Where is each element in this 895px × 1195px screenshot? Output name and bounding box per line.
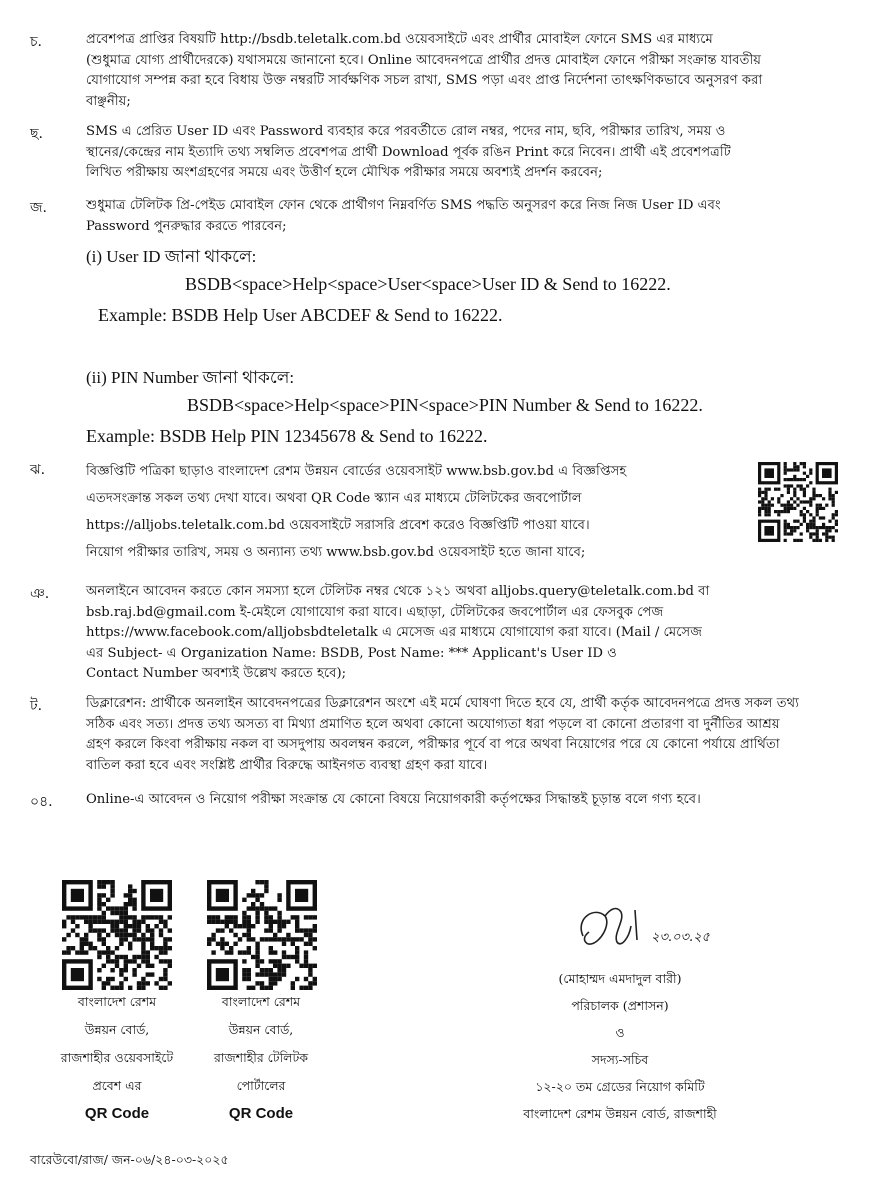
item-line: লিখিত পরীক্ষায় অংশগ্রহণের সময়ে এবং উত্তীর্ণ হলে মৌখিক পরীক্ষার সময়ে অবশ্যই প্রদর্শন করবেন; <box>86 165 603 180</box>
item-body <box>86 582 875 685</box>
item-line: সঠিক এবং সত্য। প্রদত্ত তথ্য অসত্য বা মিথ্যা প্রমাণিত হলে অথবা কোনো অযোগ্যতা ধরা পড়লে বা কোনো প্রতারণা বা দুর্নীতির আশ্রয় <box>86 716 780 732</box>
caption-line: রাজশাহীর টেলিটক <box>213 1050 309 1065</box>
item-body <box>86 694 875 776</box>
signer-and: ও <box>615 1025 625 1040</box>
item-line: Contact Number অবশ্যই উল্লেখ করতে হবে); <box>86 666 347 681</box>
item-marker: ছ. <box>30 126 43 142</box>
pin-sms-format: BSDB<space>Help<space>PIN<space>PIN Number & Send to 16222. <box>187 395 703 415</box>
qr-label: QR Code <box>228 1105 294 1122</box>
item-body <box>86 790 875 811</box>
item-line: গ্রহণ করলে কিংবা পরীক্ষায় নকল বা অসদুপায় অবলম্বন করলে, পরীক্ষার পূর্বে বা পরে অথবা নিয়োগের পরে যে কোনো পর্যায়ে প্রার্থিতা <box>86 737 780 752</box>
item-line: (শুধুমাত্র যোগ্য প্রার্থীদেরকে) যথাসময়ে জানানো হবে। Online আবেদনপত্রে প্রার্থীর প্রদত্ত মোবাইল ফোনে পরীক্ষা সংক্রান্ত যাবতীয় <box>86 52 762 68</box>
item-body <box>86 122 875 184</box>
caption-line: পোর্টালের <box>236 1078 286 1093</box>
reference-number: বারেউবো/রাজ/ জন-০৬/২৪-০৩-২০২৫ <box>30 1152 229 1167</box>
userid-sms-example: Example: BSDB Help User ABCDEF & Send to 16222. <box>98 305 503 325</box>
handwritten-signature <box>565 898 745 960</box>
caption-line: প্রবেশ এর <box>92 1078 142 1093</box>
item-marker: চ. <box>30 34 43 50</box>
item-line: শুধুমাত্র টেলিটক প্রি-পেইড মোবাইল ফোন থেকে প্রার্থীগণ নিম্নবর্ণিত SMS পদ্ধতি অনুসরণ করে নিজ নিজ User ID এবং <box>86 198 721 213</box>
qr-code-icon <box>758 462 838 542</box>
qr-website-caption <box>42 988 192 1128</box>
userid-sms-format: BSDB<space>Help<space>User<space>User ID & Send to 16222. <box>185 274 671 294</box>
item-line: বাতিল করা হবে এবং সংশ্লিষ্ট প্রার্থীর বিরুদ্ধে আইনগত ব্যবস্থা গ্রহণ করা যাবে। <box>86 757 488 773</box>
item-line: https://www.facebook.com/alljobsbdteletalk এ মেসেজ এর মাধ্যমে যোগাযোগ করা যাবে। (Mail / মেসেজ <box>86 625 703 640</box>
item-line: https://alljobs.teletalk.com.bd ওয়েবসাইটে সরাসরি প্রবেশ করেও বিজ্ঞপ্তিটি পাওয়া যাবে। <box>86 518 590 533</box>
qr-teletalk-caption <box>186 988 336 1128</box>
pin-heading: (ii) PIN Number জানা থাকলে: <box>86 368 295 387</box>
signer-title-2: সদস্য-সচিব <box>591 1052 649 1067</box>
caption-line: বাংলাদেশ রেশম <box>221 994 301 1009</box>
qr-label: QR Code <box>84 1105 150 1122</box>
item-line: Password পুনরুদ্ধার করতে পারবেন; <box>86 218 287 234</box>
qr-code-teletalk <box>207 880 317 990</box>
caption-line: উন্নয়ন বোর্ড, <box>228 1022 294 1037</box>
signer-name: (মোহাম্মদ এমদাদুল বারী) <box>558 971 682 986</box>
signer-title: পরিচালক (প্রশাসন) <box>571 998 669 1013</box>
qr-code-inline <box>758 462 838 542</box>
item-line: বিজ্ঞপ্তিটি পত্রিকা ছাড়াও বাংলাদেশ রেশম উন্নয়ন বোর্ডের ওয়েবসাইট www.bsb.gov.bd এ বিজ্ঞপ্তিসহ <box>86 464 627 479</box>
userid-heading: (i) User ID জানা থাকলে: <box>86 247 257 266</box>
signature-block <box>470 965 770 1127</box>
item-marker: ঞ. <box>30 586 50 602</box>
pin-sms-example: Example: BSDB Help PIN 12345678 & Send to 16222. <box>86 426 488 446</box>
signer-committee: ১২-২০ তম গ্রেডের নিয়োগ কমিটি <box>535 1079 705 1094</box>
item-marker: ০৪. <box>30 794 53 810</box>
item-line: বাঞ্ছনীয়; <box>86 93 131 109</box>
caption-line: উন্নয়ন বোর্ড, <box>84 1022 150 1037</box>
item-marker: ঝ. <box>30 462 46 478</box>
item-line: প্রবেশপত্র প্রাপ্তির বিষয়টি http://bsdb.teletalk.com.bd ওয়েবসাইটে এবং প্রার্থীর মোবাইল ফোনে SMS এর মাধ্যমে <box>86 32 713 47</box>
signer-org: বাংলাদেশ রেশম উন্নয়ন বোর্ড, রাজশাহী <box>523 1106 717 1121</box>
item-line: স্থানের/কেন্দ্রের নাম ইত্যাদি তথ্য সম্বলিত প্রবেশপত্র প্রার্থী Download পূর্বক রঙিন Print করে নিবেন। প্রার্থী এই প্রবেশপত্রটি <box>86 144 731 160</box>
caption-line: বাংলাদেশ রেশম <box>77 994 157 1009</box>
item-line: যোগাযোগ সম্পন্ন করা হবে বিধায় উক্ত নম্বরটি সার্বক্ষণিক সচল রাখা, SMS পড়া এবং প্রাপ্ত নির্দেশনা তাৎক্ষণিকভাবে অনুসরণ করা <box>86 73 763 88</box>
signature-date: ২৩.০৩.২৫ <box>651 930 710 945</box>
item-line: SMS এ প্রেরিত User ID এবং Password ব্যবহার করে পরবর্তীতে রোল নম্বর, পদের নাম, ছবি, পরীক্ষার তারিখ, সময় ও <box>86 124 726 139</box>
item-line: bsb.raj.bd@gmail.com ই-মেইলে যোগাযোগ করা যাবে। এছাড়া, টেলিটকের জবপোর্টাল এর ফেসবুক পেজ <box>86 604 664 620</box>
item-line: Online-এ আবেদন ও নিয়োগ পরীক্ষা সংক্রান্ত যে কোনো বিষয়ে নিয়োগকারী কর্তৃপক্ষের সিদ্ধান্তই চূড়ান্ত বলে গণ্য হবে। <box>86 792 701 807</box>
item-body <box>86 458 725 566</box>
qr-code-icon <box>207 880 317 990</box>
item-line: এতদসংক্রান্ত সকল তথ্য দেখা যাবে। অথবা QR Code স্ক্যান এর মাধ্যমে টেলিটকের জবপোর্টাল <box>86 491 582 506</box>
item-line: নিয়োগ পরীক্ষার তারিখ, সময় ও অন্যান্য তথ্য www.bsb.gov.bd ওয়েবসাইট হতে জানা যাবে; <box>86 545 586 560</box>
item-line: অনলাইনে আবেদন করতে কোন সমস্যা হলে টেলিটক নম্বর থেকে ১২১ অথবা alljobs.query@teletalk.com.bd বা <box>86 584 710 599</box>
item-body <box>86 196 875 237</box>
qr-code-icon <box>62 880 172 990</box>
item-body <box>86 30 875 112</box>
item-marker: ট. <box>30 698 43 714</box>
qr-code-website <box>62 880 172 990</box>
item-line: এর Subject- এ Organization Name: BSDB, Post Name: *** Applicant's User ID ও <box>86 645 617 661</box>
item-marker: জ. <box>30 200 47 216</box>
item-line: ডিক্লারেশন: প্রার্থীকে অনলাইন আবেদনপত্রের ডিক্লারেশন অংশে এই মর্মে ঘোষণা দিতে হবে যে, প্রার্থী কর্তৃক আবেদনপত্রে প্রদত্ত সকল তথ্য <box>86 696 799 711</box>
caption-line: রাজশাহীর ওয়েবসাইটে <box>60 1050 174 1065</box>
